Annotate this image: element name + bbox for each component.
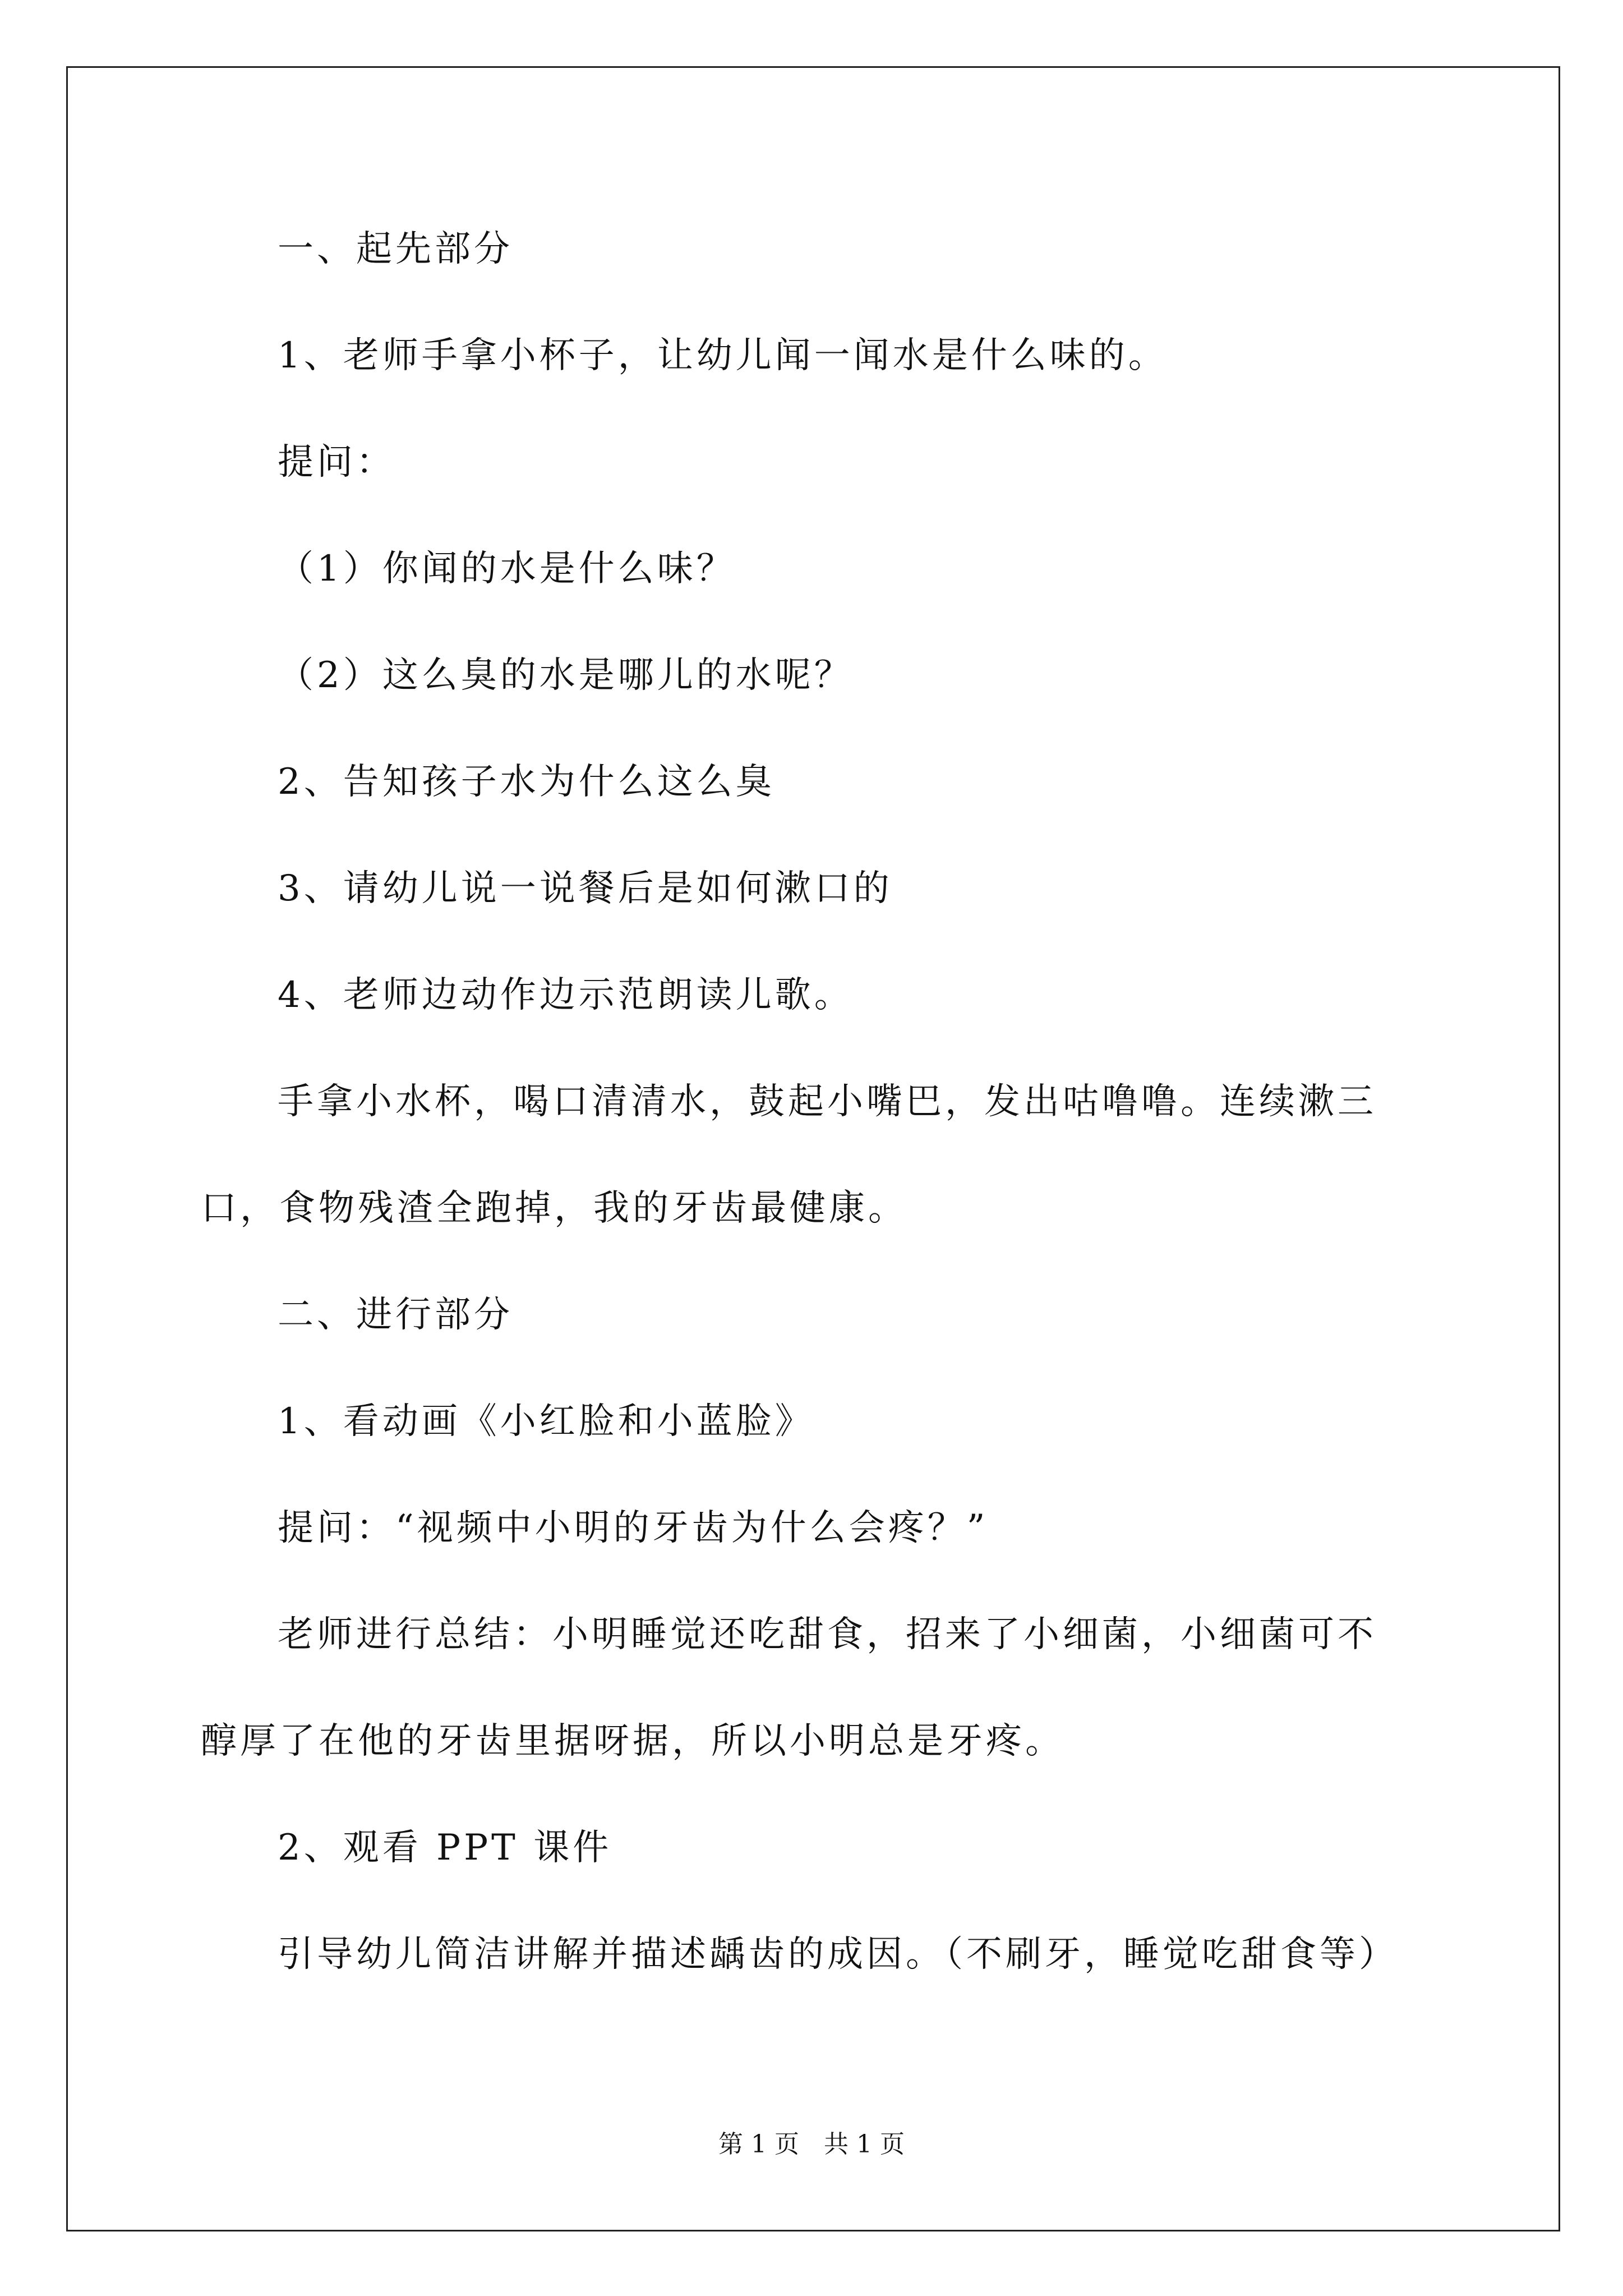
- paragraph-step-3: 3、请幼儿说一说餐后是如何漱口的: [278, 868, 893, 909]
- paragraph-question-1: （1）你闻的水是什么味？: [278, 548, 736, 590]
- paragraph-ppt: 2、观看 PPT 课件: [278, 1827, 612, 1869]
- page-number-footer: 第 1 页 共 1 页: [718, 2130, 905, 2159]
- paragraph-animation: 1、看动画《小红脸和小蓝脸》: [278, 1401, 814, 1442]
- paragraph-question-2: （2）这么臭的水是哪儿的水呢？: [278, 655, 854, 696]
- paragraph-video-question: 提问：“视频中小明的牙齿为什么会疼？”: [278, 1507, 989, 1549]
- section-heading-progress: 二、进行部分: [278, 1294, 513, 1336]
- section-heading-start: 一、起先部分: [278, 228, 513, 270]
- page-border: [66, 66, 1560, 2231]
- paragraph-song-line-1: 手拿小水杯，喝口清清水，鼓起小嘴巴，发出咕噜噜。连续漱三: [278, 1081, 1377, 1122]
- paragraph-summary-line-1: 老师进行总结：小明睡觉还吃甜食，招来了小细菌，小细菌可不: [278, 1614, 1377, 1655]
- paragraph-song-line-2: 口，食物残渣全跑掉，我的牙齿最健康。: [201, 1188, 907, 1229]
- paragraph-step-1: 1、老师手拿小杯子，让幼儿闻一闻水是什么味的。: [278, 335, 1168, 376]
- paragraph-step-4: 4、老师边动作边示范朗读儿歌。: [278, 974, 854, 1016]
- paragraph-summary-line-2: 醇厚了在他的牙齿里据呀据，所以小明总是牙疼。: [201, 1720, 1064, 1762]
- paragraph-guide: 引导幼儿简洁讲解并描述龋齿的成因。（不刷牙，睡觉吃甜食等）: [278, 1934, 1398, 1975]
- paragraph-question-label: 提问：: [278, 441, 395, 483]
- paragraph-step-2: 2、告知孩子水为什么这么臭: [278, 761, 775, 803]
